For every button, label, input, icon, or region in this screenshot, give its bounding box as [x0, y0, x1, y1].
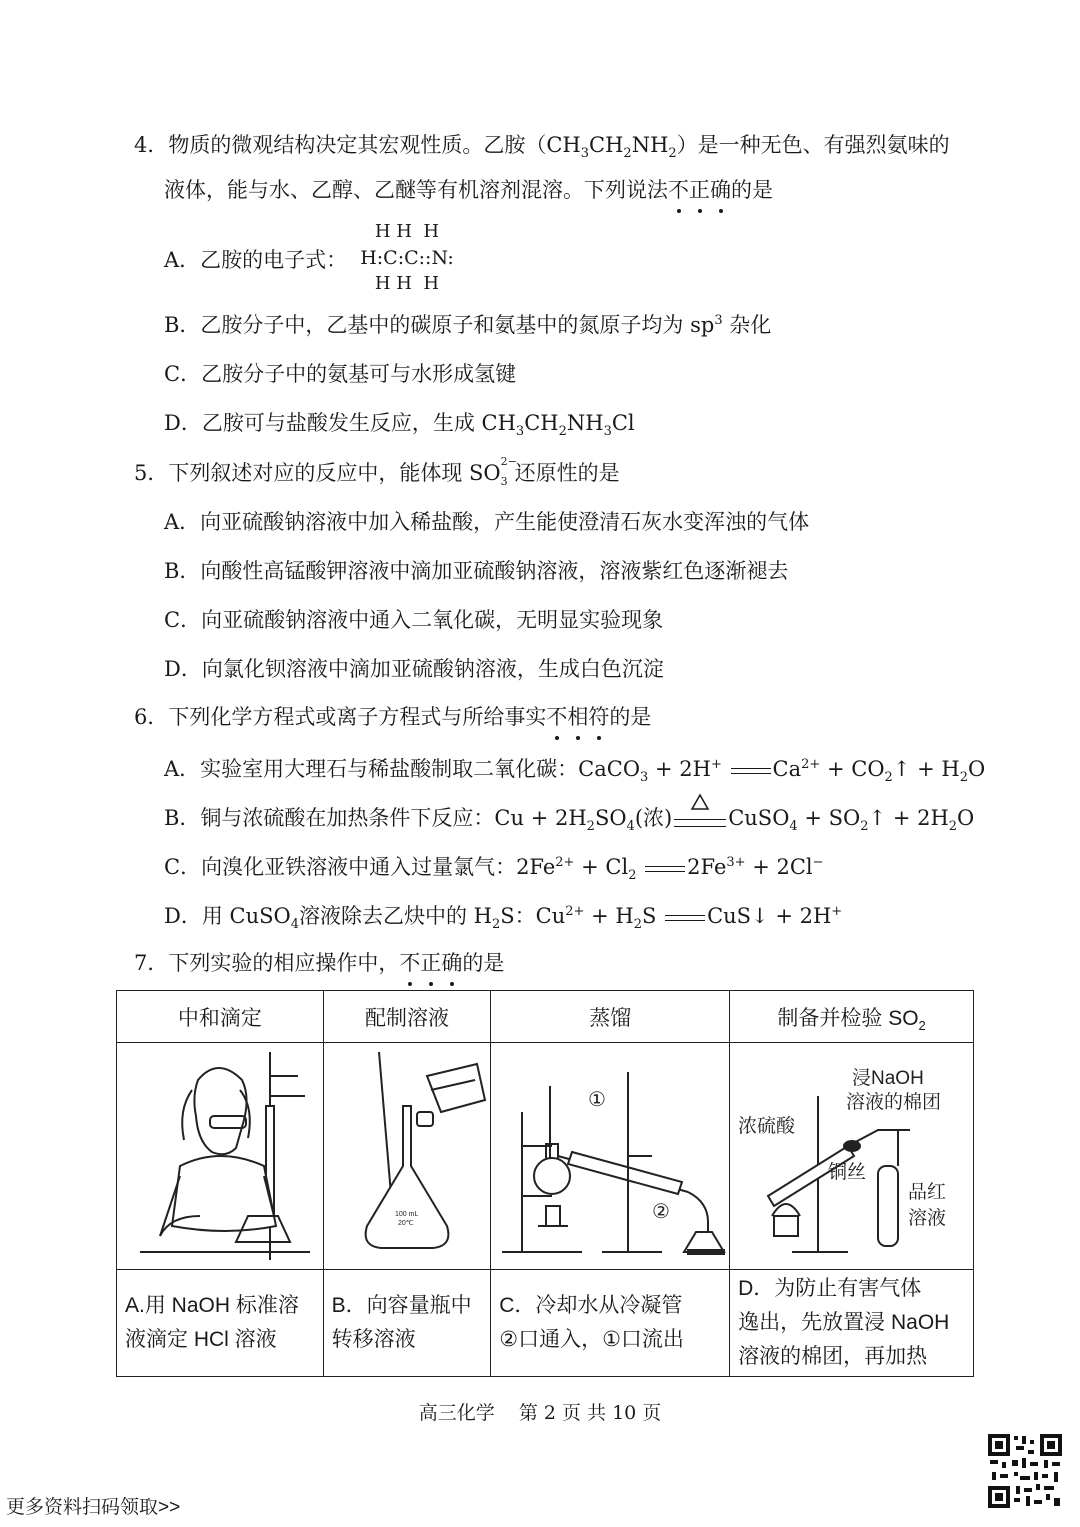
table-figure-row: [117, 1043, 974, 1270]
qr-code-icon[interactable]: [986, 1432, 1064, 1510]
q5-option-d: D．向氯化钡溶液中滴加亚硫酸钠溶液，生成白色沉淀: [164, 657, 664, 681]
volumetric-flask-illustration: [327, 1046, 487, 1266]
desc-d: D．为防止有害气体 逸出，先放置浸 NaOH 溶液的棉团，再加热: [730, 1270, 974, 1377]
acid-label: 浓硫酸: [737, 1116, 795, 1137]
ef-bot: H H H: [374, 273, 440, 294]
q4-stem-line1: 4．物质的微观结构决定其宏观性质。乙胺$(CH_3CH_2NH_2)$是一种无色、有强烈氨味的: [134, 133, 950, 162]
figure-so2: [730, 1043, 974, 1270]
page-footer: 高三化学 第 2 页 共 10 页: [418, 1402, 662, 1424]
equals-sign: [663, 913, 707, 923]
dye-label-2: 溶液: [907, 1208, 946, 1229]
q6-option-b: B．铜与浓硫酸在加热条件下反应：$Cu + 2H_2SO_4$(浓) CuSO$_4$ + $SO_2↑ + 2H_2O$: [164, 804, 974, 832]
q5-option-a: A．向亚硫酸钠溶液中加入稀盐酸，产生能使澄清石灰水变浑浊的气体: [164, 510, 810, 534]
flask-label-volume: 100 mL: [394, 1211, 419, 1218]
port-1-label: ①: [588, 1089, 607, 1111]
ef-top: H H H: [374, 221, 440, 242]
cotton-label-2: 溶液的棉团: [845, 1092, 941, 1113]
table-header-row: [117, 991, 974, 1043]
q5-stem: 5．下列叙述对应的反应中，能体现 SO 2− 3 还原性的是: [134, 454, 620, 488]
cotton-label-1: 浸NaOH: [851, 1068, 924, 1089]
q6-stem: 6．下列化学方程式或离子方程式与所给事实不相符的是: [134, 705, 652, 729]
q4-stem-line2: 液体，能与水、乙醇、乙醚等有机溶剂混溶。下列说法不正确的是: [164, 178, 773, 202]
desc-c: C．冷却水从冷凝管 ②口通入，①口流出: [491, 1270, 730, 1377]
figure-volumetric-flask: [323, 1043, 491, 1270]
figure-distillation: [491, 1043, 730, 1270]
q4-option-b: B．乙胺分子中，乙基中的碳原子和氨基中的氮原子均为 $sp^3$ 杂化: [164, 313, 772, 337]
wire-label: 铜丝: [827, 1162, 866, 1183]
header-titration: 中和滴定: [117, 991, 324, 1043]
flask-label-temperature: 20℃: [397, 1220, 414, 1227]
equals-sign: [643, 864, 687, 874]
q6-option-d: D．用 CuSO$_4$溶液除去乙炔中的 $H_2S$：$Cu^{2+} + H_2S$ CuS↓ + 2H+: [164, 904, 843, 933]
desc-a: A.用 NaOH 标准溶 液滴定 HCl 溶液: [117, 1270, 324, 1377]
header-distillation: 蒸馏: [491, 991, 730, 1043]
q6-option-c: C．向溴化亚铁溶液中通入过量氯气：$2Fe^{2+} + Cl_2$ $2Fe^{3+} + 2Cl^-$: [164, 855, 824, 884]
q6-option-a: A．实验室用大理石与稀盐酸制取二氧化碳：CaCO$_3$ + 2H+ $Ca^{2+}$ + $CO_2↑ + H_2O$: [164, 757, 986, 786]
more-resources-link[interactable]: 更多资料扫码领取>>: [6, 1497, 181, 1518]
header-so2: 制备并检验 $SO_2$: [730, 991, 974, 1043]
distillation-illustration: [492, 1046, 728, 1266]
port-2-label: ②: [652, 1201, 671, 1223]
header-solution: 配制溶液: [323, 991, 491, 1043]
ef-mid: H:C:C::N:: [360, 247, 454, 269]
titration-illustration: [120, 1046, 320, 1266]
q4-option-a: A．乙胺的电子式：: [164, 248, 348, 272]
heat-condition-sign: [672, 807, 728, 829]
experiment-table: [116, 990, 974, 1377]
so2-apparatus-illustration: [732, 1046, 972, 1266]
dye-label-1: 品红: [907, 1182, 946, 1203]
q7-stem: 7．下列实验的相应操作中，不正确的是: [134, 951, 505, 975]
q5-option-b: B．向酸性高锰酸钾溶液中滴加亚硫酸钠溶液，溶液紫红色逐渐褪去: [164, 559, 789, 583]
q4-option-d: D．乙胺可与盐酸发生反应，生成 $CH_3CH_2NH_3Cl$: [164, 411, 635, 440]
desc-b: B．向容量瓶中 转移溶液: [323, 1270, 491, 1377]
q4-option-c: C．乙胺分子中的氨基可与水形成氢键: [164, 362, 517, 386]
table-desc-row: [117, 1270, 974, 1377]
figure-titration: [117, 1043, 324, 1270]
q5-option-c: C．向亚硫酸钠溶液中通入二氧化碳，无明显实验现象: [164, 608, 664, 632]
equals-sign: [729, 766, 773, 776]
